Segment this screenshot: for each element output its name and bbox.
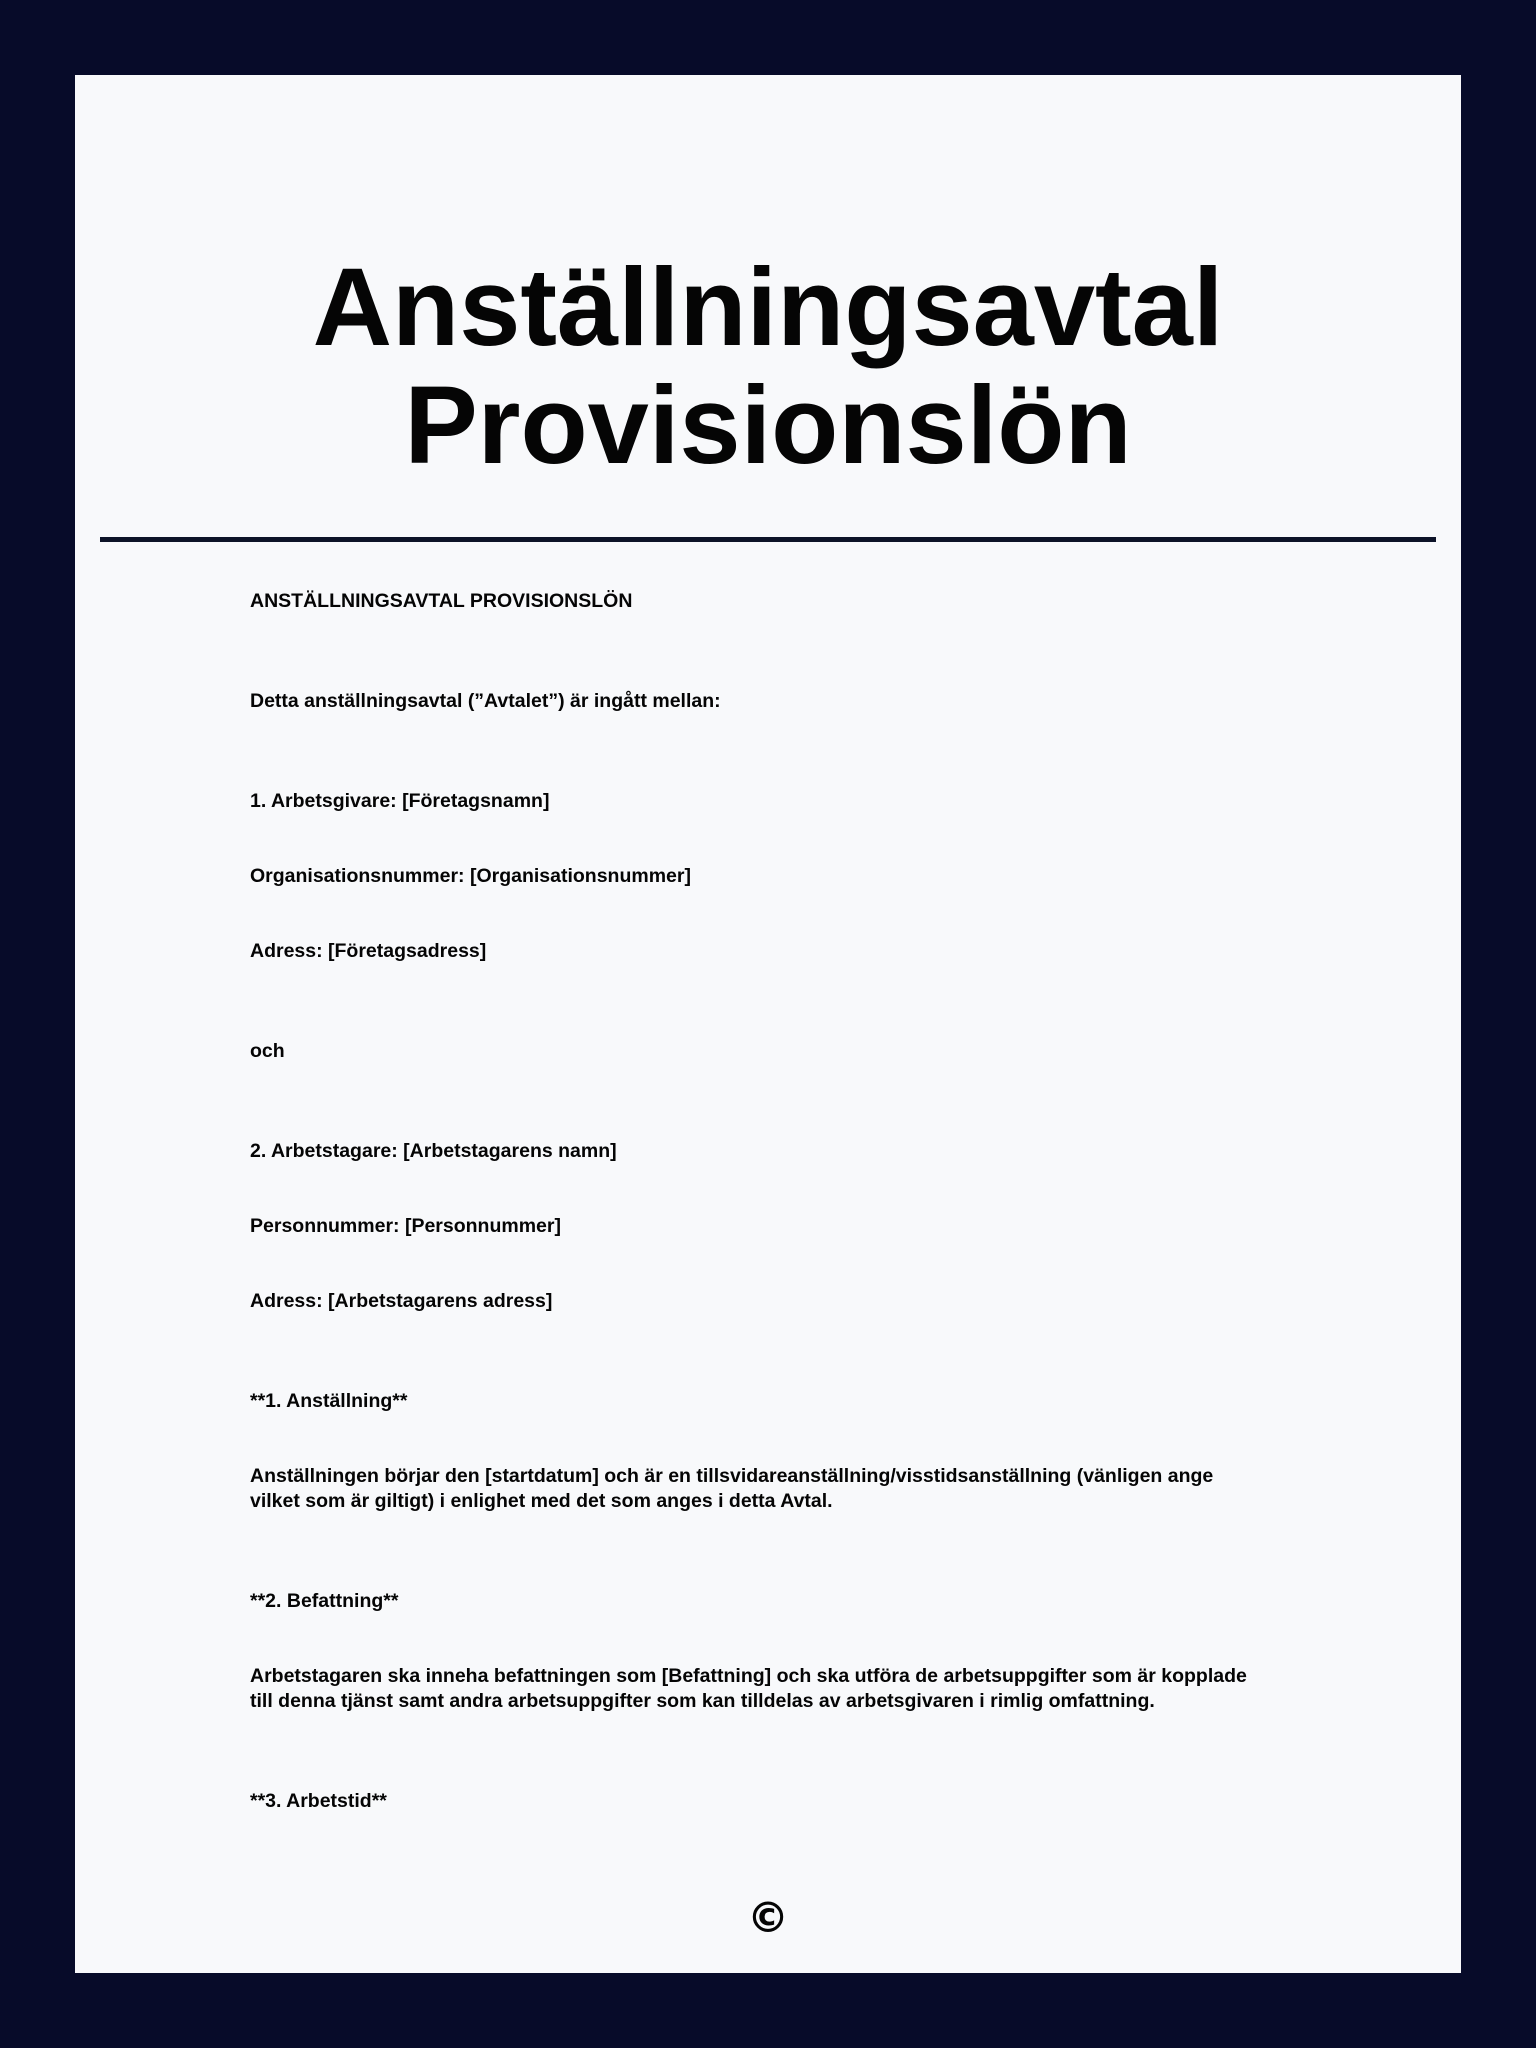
and-separator: och bbox=[250, 1040, 285, 1062]
employee-personal-number: Personnummer: [Personnummer] bbox=[250, 1215, 561, 1237]
document-page bbox=[75, 75, 1461, 1973]
document-heading: ANSTÄLLNINGSAVTAL PROVISIONSLÖN bbox=[250, 590, 633, 612]
section-3-heading: **3. Arbetstid** bbox=[250, 1790, 387, 1812]
employee-name: 2. Arbetstagare: [Arbetstagarens namn] bbox=[250, 1140, 617, 1162]
employer-org-number: Organisationsnummer: [Organisationsnummer] bbox=[250, 865, 691, 887]
title-divider bbox=[100, 537, 1436, 542]
document-title bbox=[75, 246, 1461, 487]
title-line-2: Provisionslön bbox=[404, 364, 1132, 487]
section-2-text: Arbetstagaren ska inneha befattningen som [Befattning] och ska utföra de arbetsuppgifter som är kopplade till denna tjänst samt andra arbetsuppgifter som kan tilldelas av arbetsgivaren i rimlig omfattning. bbox=[250, 1665, 1247, 1712]
employer-address: Adress: [Företagsadress] bbox=[250, 940, 487, 962]
intro-paragraph: Detta anställningsavtal (”Avtalet”) är ingått mellan: bbox=[250, 690, 721, 712]
title-line-1: Anställningsavtal bbox=[312, 246, 1224, 369]
section-1-text: Anställningen börjar den [startdatum] och är en tillsvidareanställning/visstidsanställning (vänligen ange vilket som är giltigt) i enlighet med det som anges i detta Avtal. bbox=[250, 1465, 1214, 1512]
employer-name: 1. Arbetsgivare: [Företagsnamn] bbox=[250, 790, 550, 812]
employee-address: Adress: [Arbetstagarens adress] bbox=[250, 1290, 553, 1312]
section-2-heading: **2. Befattning** bbox=[250, 1590, 399, 1612]
section-1-heading: **1. Anställning** bbox=[250, 1390, 408, 1412]
copyright-icon: © bbox=[747, 1893, 789, 1942]
